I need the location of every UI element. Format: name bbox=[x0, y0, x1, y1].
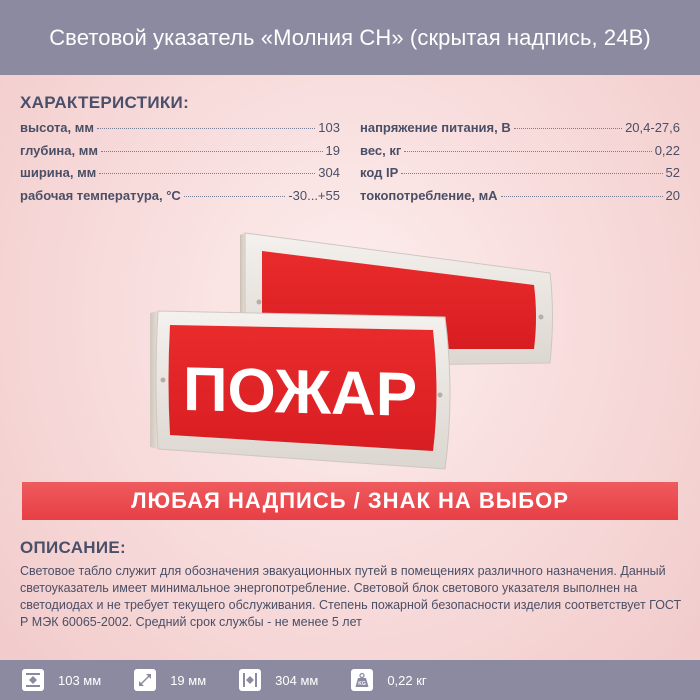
product-image bbox=[150, 225, 560, 475]
spec-label: код IP bbox=[360, 165, 399, 180]
description-title: ОПИСАНИЕ: bbox=[20, 538, 126, 557]
choice-banner bbox=[22, 482, 678, 520]
spec-row bbox=[20, 143, 340, 166]
spec-leader-dots bbox=[404, 151, 651, 152]
specs-right-column bbox=[360, 120, 680, 210]
spec-value: -30...+55 bbox=[288, 187, 340, 203]
footer-item-depth bbox=[134, 669, 206, 691]
footer-item-weight bbox=[351, 669, 426, 691]
spec-row bbox=[360, 188, 680, 211]
footer-height-value: 103 мм bbox=[58, 672, 102, 688]
spec-value: 52 bbox=[665, 165, 680, 180]
specs-table bbox=[20, 120, 680, 210]
footer-width-value: 304 мм bbox=[275, 672, 319, 688]
spec-label: вес, кг bbox=[360, 142, 402, 158]
sign-text: ПОЖАР bbox=[182, 354, 418, 430]
spec-row bbox=[20, 165, 340, 188]
spec-value: 103 bbox=[318, 120, 340, 135]
description-text: Световое табло служит для обозначения эвакуационных путей в помещениях различного назначения. Данный светоуказатель имеет минимальное энергопотребление. Световой блок светового указателя выполнен на светодиодах и не требует текущего обслуживания. Степень пожарной безопасности изделия соответствует ГОСТ Р МЭК 60065-2002. Средний срок службы - не менее 5 лет bbox=[20, 564, 682, 629]
spec-label: ширина, мм bbox=[20, 165, 97, 180]
banner-text: ЛЮБАЯ НАДПИСЬ / ЗНАК НА ВЫБОР bbox=[131, 488, 569, 513]
specs-title: ХАРАКТЕРИСТИКИ: bbox=[20, 93, 190, 112]
spec-leader-dots bbox=[99, 173, 315, 174]
weight-icon-label: KG bbox=[358, 681, 367, 687]
spec-leader-dots bbox=[97, 128, 315, 129]
spec-value: 304 bbox=[318, 165, 340, 180]
spec-value: 19 bbox=[325, 142, 340, 158]
page-header bbox=[0, 0, 700, 75]
spec-row bbox=[360, 165, 680, 188]
spec-row bbox=[360, 120, 680, 143]
spec-label: глубина, мм bbox=[20, 142, 98, 158]
spec-value: 20 bbox=[665, 187, 680, 203]
spec-label: напряжение питания, В bbox=[360, 120, 511, 135]
footer-item-width bbox=[239, 669, 318, 691]
spec-leader-dots bbox=[514, 128, 622, 129]
spec-row bbox=[20, 188, 340, 211]
spec-value: 20,4-27,6 bbox=[625, 120, 680, 135]
spec-row bbox=[20, 120, 340, 143]
footer-item-height bbox=[22, 669, 101, 691]
footer-weight-value: 0,22 кг bbox=[387, 672, 427, 688]
front-sign bbox=[150, 311, 450, 469]
spec-leader-dots bbox=[101, 151, 323, 152]
spec-value: 0,22 bbox=[654, 142, 680, 158]
spec-row bbox=[360, 143, 680, 166]
spec-label: токопотребление, мА bbox=[360, 187, 498, 203]
footer-depth-value: 19 мм bbox=[170, 672, 207, 688]
spec-leader-dots bbox=[501, 196, 663, 197]
width-icon bbox=[239, 669, 261, 691]
height-icon bbox=[22, 669, 44, 691]
depth-icon bbox=[134, 669, 156, 691]
spec-label: рабочая температура, °С bbox=[20, 187, 181, 203]
footer-bar bbox=[0, 660, 700, 700]
specs-left-column bbox=[20, 120, 340, 210]
spec-leader-dots bbox=[184, 196, 285, 197]
product-illustration bbox=[150, 225, 560, 475]
weight-icon bbox=[351, 669, 373, 691]
spec-leader-dots bbox=[401, 173, 662, 174]
spec-label: высота, мм bbox=[20, 120, 94, 135]
page-title: Световой указатель «Молния СН» (скрытая надпись, 24В) bbox=[49, 24, 651, 50]
